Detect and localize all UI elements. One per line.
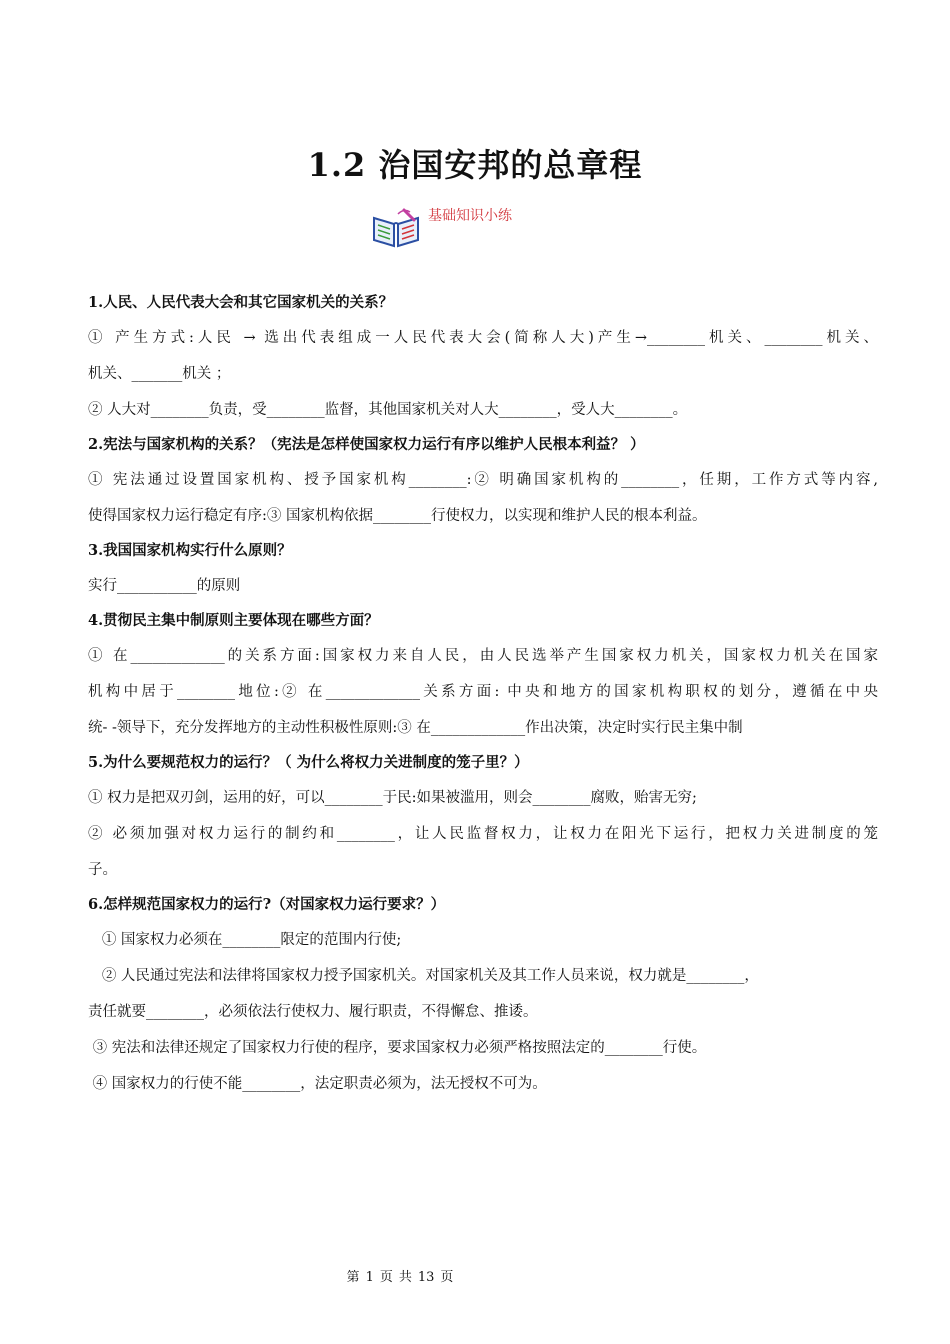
question-heading: 2.宪法与国家机构的关系？（宪法是怎样使国家权力运行有序以维护人民根本利益？ ） bbox=[88, 436, 645, 453]
answer-line: 机关、_______机关 ； bbox=[88, 366, 231, 382]
answer-line: 统- -领导下，充分发挥地方的主动性积极性原则:③ 在_____________作出决策，决定时实行民主集中制 bbox=[88, 720, 743, 736]
question-heading: 5.为什么要规范权力的运行？（ 为什么将权力关进制度的笼子里？） bbox=[88, 754, 529, 771]
answer-line: ③ 宪法和法律还规定了国家权力行使的程序，要求国家权力必须严格按照法定的________行使。 bbox=[88, 1040, 707, 1056]
section-3 bbox=[88, 534, 878, 604]
page-footer bbox=[0, 1266, 800, 1285]
section-4 bbox=[88, 604, 878, 746]
answer-line: ① 产生方式:人民 → 选出代表组成一人民代表大会(简称人大)产生→________机关、________机关、 bbox=[88, 330, 878, 346]
answer-line: 使得国家权力运行稳定有序:③ 国家机构依据________行使权力，以实现和维护人民的根本利益。 bbox=[88, 508, 707, 524]
question-heading: 1.人民、人民代表大会和其它国家机关的关系？ bbox=[88, 294, 394, 311]
footer-total-pages: 13 bbox=[417, 1270, 435, 1285]
answer-line: 机构中居于________地位:② 在_____________关系方面: 中央和地方的国家机构职权的划分，遵循在中央 bbox=[88, 684, 878, 700]
answer-line: ① 宪法通过设置国家机构、授予国家机构________:② 明确国家机构的________，任期，工作方式等内容, bbox=[88, 472, 878, 488]
footer-total-unit: 页 bbox=[440, 1270, 454, 1285]
footer-page-word: 第 bbox=[346, 1270, 360, 1285]
open-book-icon bbox=[370, 208, 422, 248]
answer-line: ② 人大对________负责，受________监督，其他国家机关对人大________，受人大________。 bbox=[88, 402, 688, 418]
answer-line: ② 必须加强对权力运行的制约和________，让人民监督权力，让权力在阳光下运行，把权力关进制度的笼 bbox=[88, 826, 878, 842]
answer-line: ① 在_____________的关系方面:国家权力来自人民，由人民选举产生国家权力机关，国家权力机关在国家 bbox=[88, 648, 878, 664]
answer-line: 子。 bbox=[88, 862, 117, 878]
answer-line: ① 国家权力必须在________限定的范围内行使; bbox=[88, 932, 402, 948]
badge-label: 基础知识小练 bbox=[428, 208, 512, 224]
section-1 bbox=[88, 286, 878, 428]
footer-total-word: 共 bbox=[398, 1270, 412, 1285]
answer-line: 实行___________的原则 bbox=[88, 578, 241, 594]
section-5 bbox=[88, 746, 878, 888]
question-heading: 6.怎样规范国家权力的运行?（对国家权力运行要求？） bbox=[88, 896, 446, 913]
question-heading: 4.贯彻民主集中制原则主要体现在哪些方面？ bbox=[88, 612, 379, 629]
answer-line: ① 权力是把双刃剑，运用的好，可以________于民:如果被滥用，则会________腐败，贻害无穷; bbox=[88, 790, 697, 806]
section-2 bbox=[88, 428, 878, 534]
footer-page-unit: 页 bbox=[379, 1270, 393, 1285]
page-title: 1.2 治国安邦的总章程 bbox=[307, 146, 643, 184]
footer-page-number: 1 bbox=[365, 1270, 374, 1285]
answer-line: ② 人民通过宪法和法律将国家权力授予国家机关。对国家机关及其工作人员来说，权力就是________， bbox=[88, 968, 759, 984]
section-6 bbox=[88, 888, 878, 1102]
answer-line: 责任就要________，必须依法行使权力、履行职责，不得懈怠、推诿。 bbox=[88, 1004, 538, 1020]
worksheet-content bbox=[88, 286, 878, 1102]
answer-line: ④ 国家权力的行使不能________，法定职责必须为，法无授权不可为。 bbox=[88, 1076, 547, 1092]
question-heading: 3.我国国家机构实行什么原则？ bbox=[88, 542, 292, 559]
